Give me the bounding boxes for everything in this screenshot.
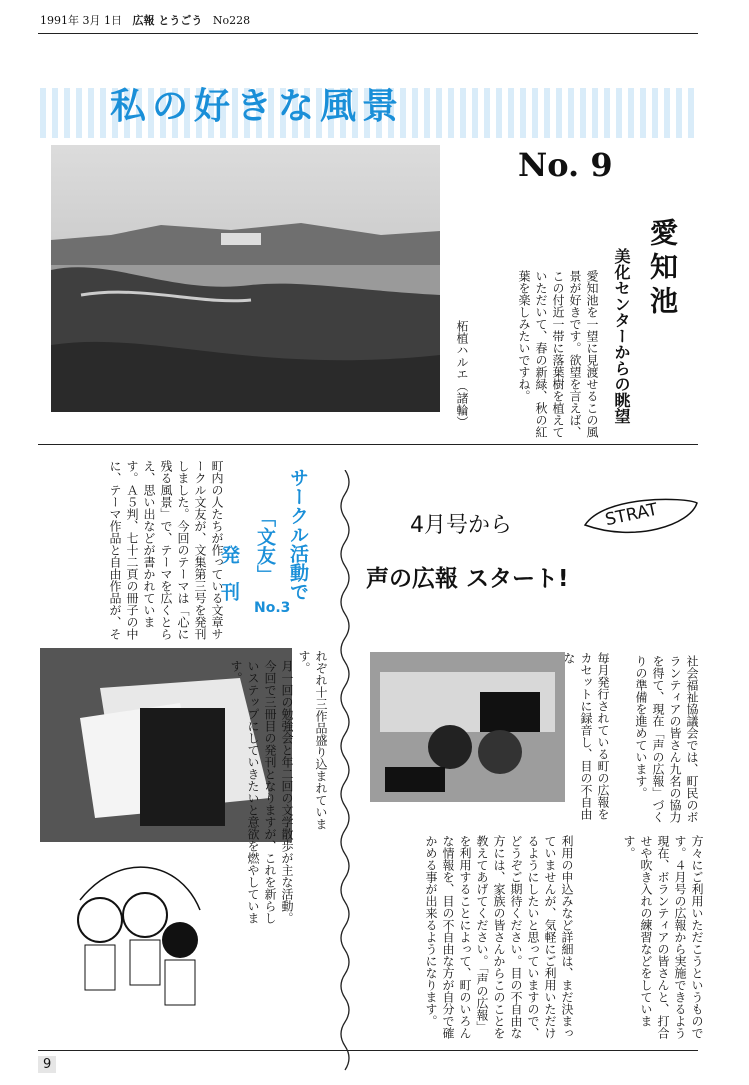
circle-name: 「文友」 <box>254 508 276 584</box>
voice-headline-1: 4月号から <box>410 513 512 538</box>
circle-number: No.3 <box>254 600 291 616</box>
voice-headline-2-exclaim: ! <box>558 566 569 592</box>
voice-col-2: 毎月発行されている町の広報をカセットに録音し、目の不自由な <box>562 652 610 820</box>
children-illustration <box>60 860 210 1020</box>
wavy-divider-graphic <box>330 470 360 1080</box>
recording-photo-graphic <box>370 652 565 802</box>
page-number: 9 <box>38 1056 56 1073</box>
footer-rule <box>38 1050 698 1051</box>
circle-body-2: れぞれ十三作品盛り込まれています。 <box>297 650 328 830</box>
circle-body-3: 月一回の勉強会と年二回の文学散歩が主な活動。今回で三冊目の発刊となりますが、これを新らしいステップにしていきたいと意欲を燃やしています。 <box>229 660 294 924</box>
recording-photo <box>370 652 565 802</box>
place-name: 愛知池 <box>646 218 679 320</box>
wavy-divider <box>330 470 360 1080</box>
section-divider <box>38 444 698 445</box>
voice-col-3: 方々にご利用いただこうというものです。４月号の広報から実施できるよう現在、ボランティアの皆さんと、打合せや吹き入れの練習などをしています。 <box>622 835 704 1039</box>
place-subtitle: 美化センターからの眺望 <box>612 248 631 424</box>
page-header <box>40 12 250 28</box>
series-number: No. 9 <box>518 146 613 184</box>
section-title: 私の好きな風景 <box>110 86 405 127</box>
header-paper-name: 広報 とうごう <box>132 14 203 27</box>
circle-body-1: 町内の人たちが作っている文章サークル文友が、文集第三号を発刊しました。今回のテーマは「心に残る風景」で、テーマを広くとらえ、思い出などが書かれています。Ａ５判、七十二頁の冊子の中に、テーマ作品と自由作品が、そ <box>108 460 224 640</box>
voice-headline-2-text: 声の広報 スタート <box>366 566 559 592</box>
children-illustration-graphic <box>60 860 210 1020</box>
scenery-body: 愛知池を一望に見渡せるこの風景が好きです。欲望を言えば、この付近一帯に落葉樹を植えていただいて、春の新緑、秋の紅葉を楽しみたいですね。 <box>517 270 599 438</box>
strat-badge-text: STRAT <box>603 499 660 531</box>
circle-heading: サークル活動で <box>287 468 309 601</box>
voice-col-4: 利用の申込みなど詳細は、まだ決まっていませんが、気軽にご利用いただけるようにしたいと思っていますので、どうぞご期待ください。目の不自由な方には、家族の皆さんからこのことを教えてあげてください。「声の広報」を利用することによって、町のいろんな情報を、目の不自由な方が自分で確かめる事が出来るようになります。 <box>424 835 574 1039</box>
strat-badge <box>575 495 700 545</box>
header-rule <box>38 33 698 34</box>
circle-release: 発刊 <box>218 545 240 619</box>
voice-headline-2 <box>366 560 569 593</box>
lake-photo-graphic <box>51 145 440 412</box>
lake-photo <box>51 145 440 412</box>
header-issue: No228 <box>212 14 251 27</box>
header-date: 1991年 3月 1日 <box>40 14 122 27</box>
scenery-author: 柘植ハルエ（諸輪） <box>455 320 469 428</box>
voice-col-1: 社会福祉協議会では、町民のボランティアの皆さん九名の協力を得て、現在「声の広報」づくりの準備を進めています。 <box>634 655 699 823</box>
